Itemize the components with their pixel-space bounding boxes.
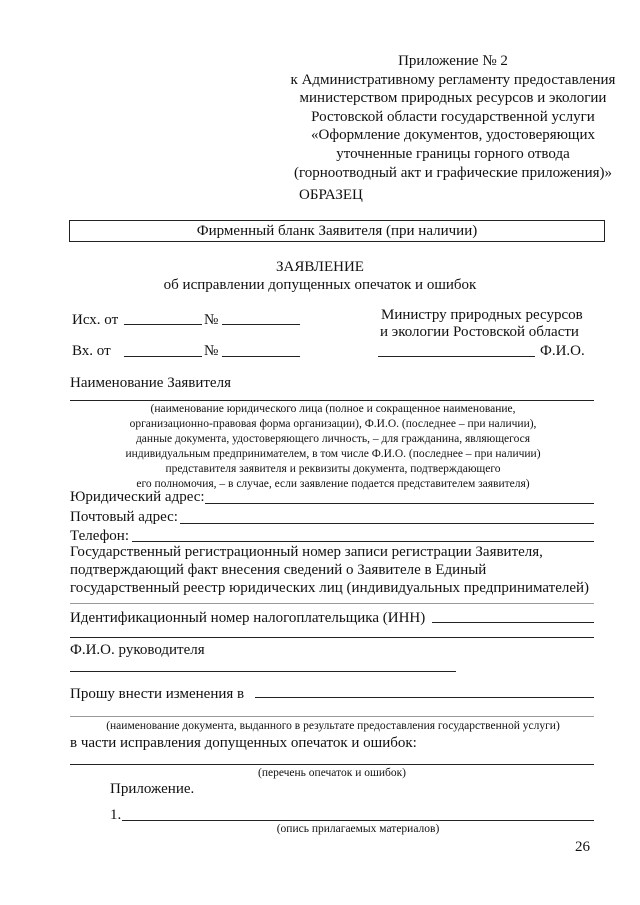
request-line[interactable] — [255, 697, 594, 698]
recipient-line-1: Министру природных ресурсов — [381, 307, 583, 323]
outgoing-number-line[interactable] — [222, 324, 300, 325]
phone-line[interactable] — [132, 541, 594, 542]
reg-number-line: государственный реестр юридических лиц (индивидуальных предпринимателей) — [70, 580, 590, 596]
legal-address-label: Юридический адрес: — [70, 489, 205, 505]
appendix-line: «Оформление документов, удостоверяющих — [311, 127, 595, 144]
outgoing-number-sign: № — [204, 312, 219, 328]
inn-line[interactable] — [432, 622, 594, 623]
errors-hint: (перечень опечаток и ошибок) — [257, 767, 407, 779]
applicant-name-line[interactable] — [70, 400, 594, 401]
sample-label: ОБРАЗЕЦ — [299, 187, 363, 203]
appendix-line: уточненные границы горного отвода — [336, 145, 570, 162]
appendix-line: к Административному регламенту предоставления — [290, 71, 616, 88]
applicant-hint-line: (наименование юридического лица (полное и сокращенное наименование, — [150, 403, 516, 415]
postal-address-label: Почтовый адрес: — [70, 509, 178, 525]
director-label: Ф.И.О. руководителя — [70, 642, 205, 658]
errors-line[interactable] — [70, 764, 594, 765]
attachment-line[interactable] — [122, 820, 594, 821]
outgoing-date-line[interactable] — [124, 324, 202, 325]
reg-number-field-line[interactable] — [70, 603, 594, 604]
applicant-hint-line: его полномочия, – в случае, если заявление подается представителем заявителя) — [136, 478, 530, 490]
document-hint: (наименование документа, выданного в результате предоставления государственной услуги) — [106, 720, 560, 732]
letterhead-box: Фирменный бланк Заявителя (при наличии) — [69, 220, 605, 242]
applicant-hint — [70, 402, 596, 492]
attachment-label: Приложение. — [110, 781, 195, 797]
attachment-hint: (опись прилагаемых материалов) — [276, 823, 440, 835]
recipient-fio: Ф.И.О. — [540, 343, 585, 359]
page-number: 26 — [575, 839, 590, 855]
document-subtitle: об исправлении допущенных опечаток и ошибок — [163, 277, 477, 293]
recipient-line-2: и экологии Ростовской области — [380, 324, 579, 340]
director-line[interactable] — [70, 671, 456, 672]
recipient-signature-line[interactable] — [378, 356, 535, 357]
request-extra-line[interactable] — [70, 716, 594, 717]
legal-address-line[interactable] — [205, 503, 594, 504]
appendix-line: Ростовской области государственной услуги — [311, 108, 595, 125]
document-title: ЗАЯВЛЕНИЕ — [276, 259, 364, 275]
postal-address-line[interactable] — [180, 523, 594, 524]
appendix-header — [280, 52, 626, 182]
applicant-hint-line: организационно-правовая форма организации), Ф.И.О. (последнее – при наличии), — [129, 418, 537, 430]
correction-label: в части исправления допущенных опечаток и ошибок: — [70, 735, 417, 751]
applicant-name-label: Наименование Заявителя — [70, 375, 231, 391]
reg-number-line: подтверждающий факт внесения сведений о Заявителе в Единый — [70, 562, 487, 578]
applicant-hint-line: данные документа, удостоверяющего личность, – для гражданина, являющегося — [135, 433, 531, 445]
applicant-hint-line: индивидуальным предпринимателем, в том числе Ф.И.О. (последнее – при наличии) — [125, 448, 541, 460]
inn-extra-line[interactable] — [70, 637, 594, 638]
incoming-label: Вх. от — [72, 343, 111, 359]
inn-label: Идентификационный номер налогоплательщика (ИНН) — [70, 610, 426, 626]
incoming-number-line[interactable] — [222, 356, 300, 357]
reg-number-line: Государственный регистрационный номер записи регистрации Заявителя, — [70, 544, 543, 560]
incoming-date-line[interactable] — [124, 356, 202, 357]
request-label: Прошу внести изменения в — [70, 686, 245, 702]
outgoing-label: Исх. от — [72, 312, 119, 328]
applicant-hint-line: представителя заявителя и реквизиты документа, подтверждающего — [165, 463, 501, 475]
attachment-item-number: 1. — [110, 807, 122, 823]
appendix-line: (горноотводный акт и графические приложения)» — [293, 164, 612, 181]
incoming-number-sign: № — [204, 343, 219, 359]
appendix-line: Приложение № 2 — [398, 53, 508, 69]
phone-label: Телефон: — [70, 528, 129, 544]
appendix-line: министерством природных ресурсов и экологии — [299, 90, 607, 107]
